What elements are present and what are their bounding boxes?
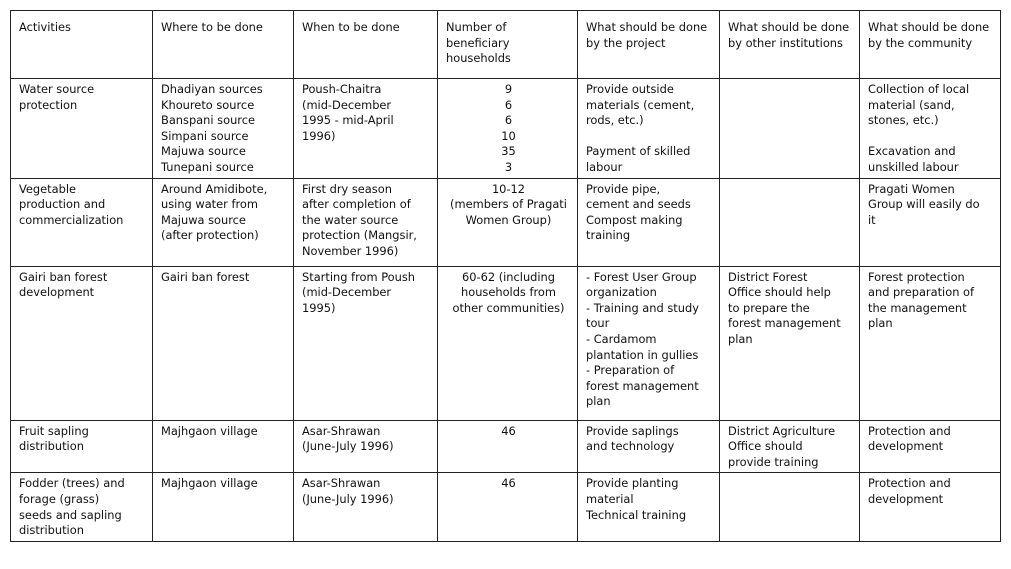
cell-line: Around Amidibote, [161, 181, 268, 196]
cell-line: District Agriculture [728, 423, 836, 438]
cell-line: Technical training [586, 507, 687, 522]
cell-line: - Cardamom [586, 331, 657, 346]
cell-line: 46 [501, 423, 516, 438]
cell-line: Majuwa source [161, 212, 246, 227]
cell-line: material [586, 491, 634, 506]
cell-line: forest management [728, 316, 841, 331]
cell-line: development [868, 491, 944, 506]
cell-line: labour [586, 159, 623, 174]
cell-line: 6 [504, 113, 513, 128]
cell-line: Office should help [728, 285, 831, 300]
cell-project [578, 79, 720, 179]
cell-line: - Forest User Group [586, 269, 697, 284]
cell-line: 35 [501, 144, 516, 159]
header-where: Where to be done [153, 11, 294, 79]
cell-line: District Forest [728, 269, 808, 284]
cell-line: seeds and sapling [19, 507, 122, 522]
cell-line: the management [868, 300, 967, 315]
cell-line: Provide outside [586, 82, 674, 96]
cell-institutions [720, 178, 860, 266]
cell-line: Protection and [868, 476, 951, 491]
cell-line: and preparation of [868, 285, 975, 300]
cell-line: Provide pipe, [586, 181, 661, 196]
cell-line: Compost making [586, 212, 683, 227]
cell-line: Simpani source [161, 128, 249, 143]
cell-line: Banspani source [161, 113, 255, 128]
cell-line: protection [19, 97, 78, 112]
cell-line: 6 [504, 97, 513, 112]
cell-where [153, 473, 294, 541]
cell-line: 46 [501, 476, 516, 491]
cell-line: Starting from Poush [302, 269, 415, 284]
cell-line: Asar-Shrawan [302, 476, 381, 491]
cell-line [868, 129, 994, 145]
header-row [11, 11, 1001, 79]
cell-activity [11, 79, 153, 179]
cell-line: (after protection) [161, 228, 259, 243]
cell-line: cement and seeds [586, 197, 691, 212]
cell-households [438, 178, 578, 266]
header-activities: Activities [11, 11, 153, 79]
cell-line: 1995 - mid-April [302, 113, 394, 128]
cell-line: 3 [504, 159, 513, 174]
cell-line: production and [19, 197, 106, 212]
cell-when [294, 178, 438, 266]
cell-line: households from [461, 285, 556, 300]
cell-activity [11, 266, 153, 420]
cell-institutions [720, 266, 860, 420]
cell-line: using water from [161, 197, 258, 212]
cell-line: plan [728, 331, 753, 346]
cell-line: (June-July 1996) [302, 439, 394, 454]
table-row [11, 473, 1001, 541]
cell-where [153, 420, 294, 473]
cell-line: - Preparation of [586, 363, 675, 378]
cell-line: forest management [586, 378, 699, 393]
cell-line: 10 [501, 128, 516, 143]
cell-institutions [720, 420, 860, 473]
cell-line: Dhadiyan sources [161, 82, 263, 96]
cell-line: distribution [19, 523, 84, 538]
cell-line: to prepare the [728, 300, 810, 315]
cell-line: development [19, 285, 95, 300]
cell-project [578, 266, 720, 420]
cell-line: rods, etc.) [586, 113, 644, 128]
header-households: Number of beneficiary households [438, 11, 578, 79]
cell-households [438, 79, 578, 179]
cell-line: and technology [586, 439, 675, 454]
cell-when [294, 266, 438, 420]
cell-line: plan [586, 394, 611, 409]
table-row [11, 79, 1001, 179]
cell-line: Collection of local [868, 82, 970, 96]
cell-line: organization [586, 285, 657, 300]
cell-households [438, 266, 578, 420]
cell-line: Pragati Women [868, 181, 955, 196]
cell-activity [11, 178, 153, 266]
cell-line: material (sand, [868, 97, 955, 112]
cell-line: Excavation and [868, 144, 956, 159]
cell-line: after completion of [302, 197, 411, 212]
cell-line: forage (grass) [19, 491, 100, 506]
cell-line: training [586, 228, 631, 243]
cell-line: 60-62 (including [461, 269, 556, 284]
cell-line: Majuwa source [161, 144, 246, 159]
cell-line: November 1996) [302, 243, 399, 258]
cell-line: Majhgaon village [161, 423, 258, 438]
cell-line: Gairi ban forest [19, 269, 108, 284]
cell-when [294, 420, 438, 473]
cell-where [153, 79, 294, 179]
cell-line: 1995) [302, 300, 336, 315]
cell-line: (June-July 1996) [302, 491, 394, 506]
cell-households [438, 420, 578, 473]
header-community: What should be done by the community [860, 11, 1001, 79]
table-row [11, 178, 1001, 266]
cell-project [578, 420, 720, 473]
table-row [11, 420, 1001, 473]
cell-when [294, 473, 438, 541]
cell-when [294, 79, 438, 179]
cell-line: commercialization [19, 212, 124, 227]
cell-institutions [720, 79, 860, 179]
cell-line: Provide planting [586, 476, 679, 491]
header-project: What should be done by the project [578, 11, 720, 79]
cell-line [586, 129, 713, 145]
cell-project [578, 473, 720, 541]
cell-institutions [720, 473, 860, 541]
cell-line: other communities) [452, 300, 565, 315]
cell-line: Water source [19, 82, 95, 96]
cell-line: Payment of skilled [586, 144, 691, 159]
cell-community [860, 473, 1001, 541]
cell-line: 1996) [302, 128, 336, 143]
cell-line: the water source [302, 212, 399, 227]
cell-households [438, 473, 578, 541]
cell-line: development [868, 439, 944, 454]
cell-line: Khoureto source [161, 97, 255, 112]
cell-line: Fodder (trees) and [19, 476, 125, 491]
activity-plan-table [10, 10, 1001, 542]
cell-activity [11, 473, 153, 541]
cell-line: - Training and study [586, 300, 699, 315]
cell-line: Provide saplings [586, 423, 679, 438]
cell-line: Women Group) [465, 212, 552, 227]
cell-line: Poush-Chaitra [302, 82, 382, 96]
cell-line: plan [868, 316, 893, 331]
cell-line: Vegetable [19, 181, 77, 196]
cell-line: Fruit sapling [19, 423, 89, 438]
cell-line: Protection and [868, 423, 951, 438]
cell-line: 9 [504, 82, 513, 96]
cell-community [860, 178, 1001, 266]
cell-line: plantation in gullies [586, 347, 699, 362]
cell-line: (members of Pragati [450, 197, 567, 212]
cell-line: Asar-Shrawan [302, 423, 381, 438]
cell-community [860, 420, 1001, 473]
cell-line: Gairi ban forest [161, 269, 250, 284]
cell-where [153, 178, 294, 266]
cell-line: Group will easily do [868, 197, 980, 212]
cell-where [153, 266, 294, 420]
cell-activity [11, 420, 153, 473]
cell-line: tour [586, 316, 610, 331]
cell-project [578, 178, 720, 266]
header-institutions: What should be done by other institutions [720, 11, 860, 79]
cell-community [860, 266, 1001, 420]
cell-line: distribution [19, 439, 84, 454]
cell-line: provide training [728, 454, 819, 469]
cell-line: Office should [728, 439, 803, 454]
header-when: When to be done [294, 11, 438, 79]
cell-community [860, 79, 1001, 179]
cell-line: (mid-December [302, 285, 392, 300]
cell-line: unskilled labour [868, 159, 959, 174]
cell-line: protection (Mangsir, [302, 228, 417, 243]
cell-line: (mid-December [302, 97, 392, 112]
cell-line: Forest protection [868, 269, 965, 284]
cell-line: Tunepani source [161, 159, 254, 174]
cell-line: First dry season [302, 181, 392, 196]
cell-line: it [868, 212, 876, 227]
cell-line: 10-12 [491, 181, 526, 196]
cell-line: stones, etc.) [868, 113, 939, 128]
cell-line: Majhgaon village [161, 476, 258, 491]
cell-line: materials (cement, [586, 97, 695, 112]
table-row [11, 266, 1001, 420]
